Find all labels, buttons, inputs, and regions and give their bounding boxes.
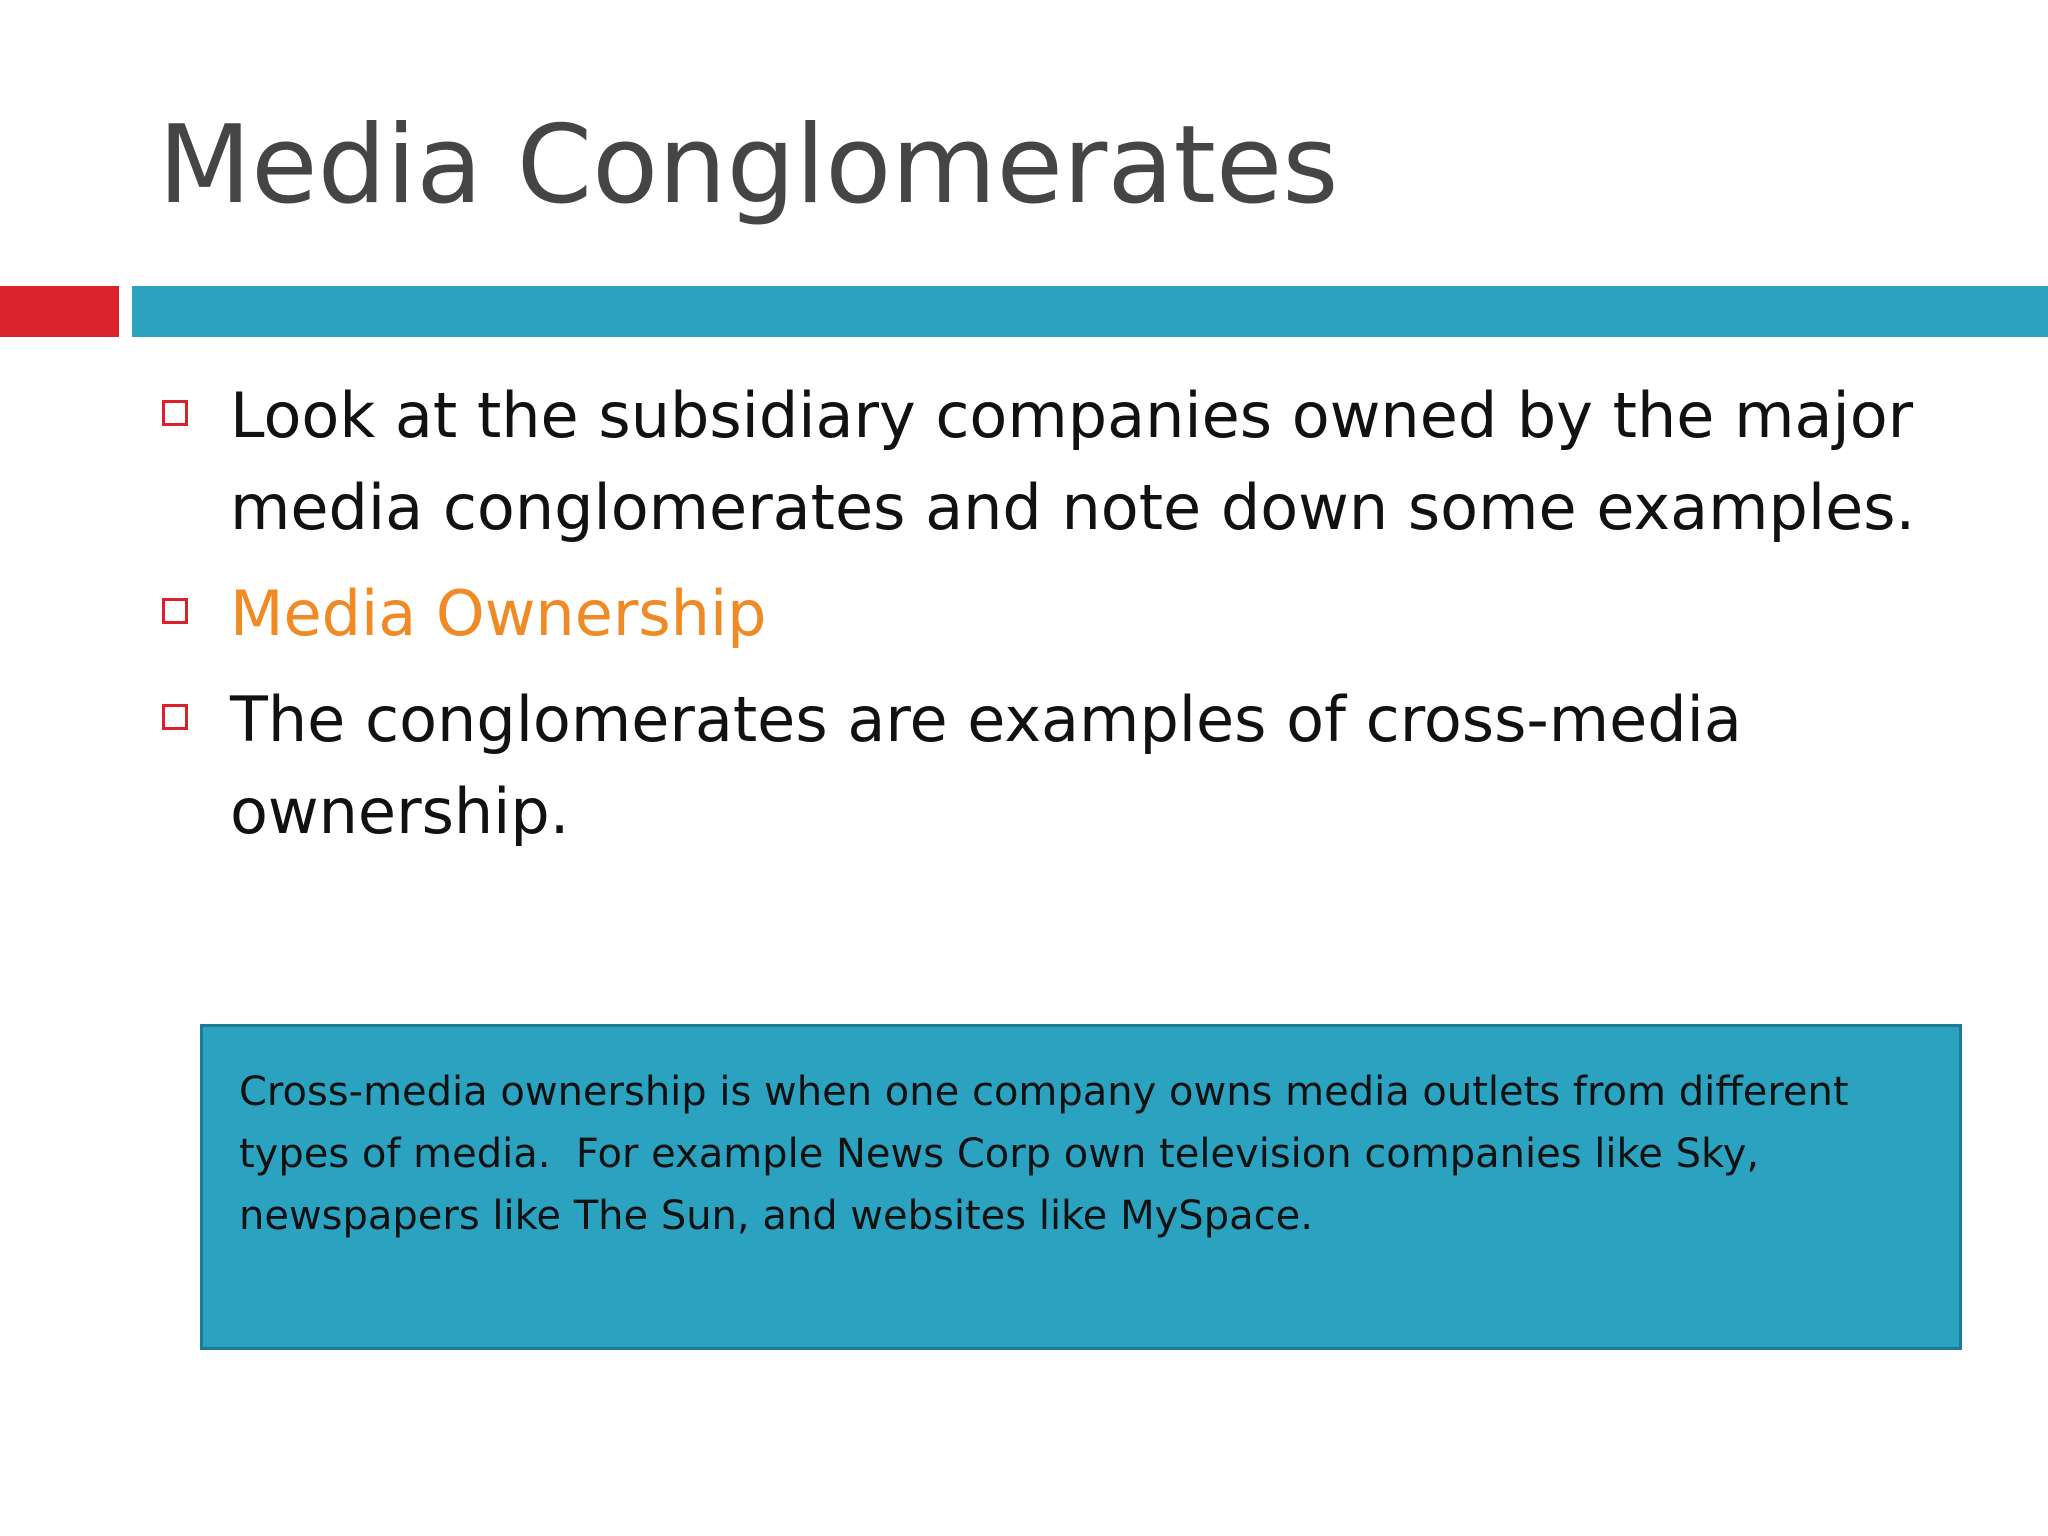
square-outline-icon: [162, 704, 188, 730]
callout-text: Cross-media ownership is when one company owns media outlets from different types of media. For example News Corp own television companies like Sky, newspapers like The Sun, and websites like MySpace.: [239, 1069, 1862, 1239]
bullet-item-subsidiaries: [158, 370, 1978, 554]
bullet-item-media-ownership-link[interactable]: [158, 568, 1978, 660]
accent-bar-red: [0, 286, 119, 337]
bullet-text: Look at the subsidiary companies owned by the major media conglomerates and note down some examples.: [230, 379, 1916, 544]
bullet-list: [158, 370, 1978, 872]
bullet-item-cross-media: [158, 674, 1978, 858]
definition-callout-box: [200, 1024, 1962, 1350]
square-outline-icon: [162, 400, 188, 426]
media-ownership-link[interactable]: Media Ownership: [230, 577, 767, 650]
square-outline-icon: [162, 598, 188, 624]
slide-title: Media Conglomerates: [158, 103, 1339, 228]
bullet-text: The conglomerates are examples of cross-media ownership.: [230, 683, 1742, 848]
accent-bar-teal: [132, 286, 2048, 337]
